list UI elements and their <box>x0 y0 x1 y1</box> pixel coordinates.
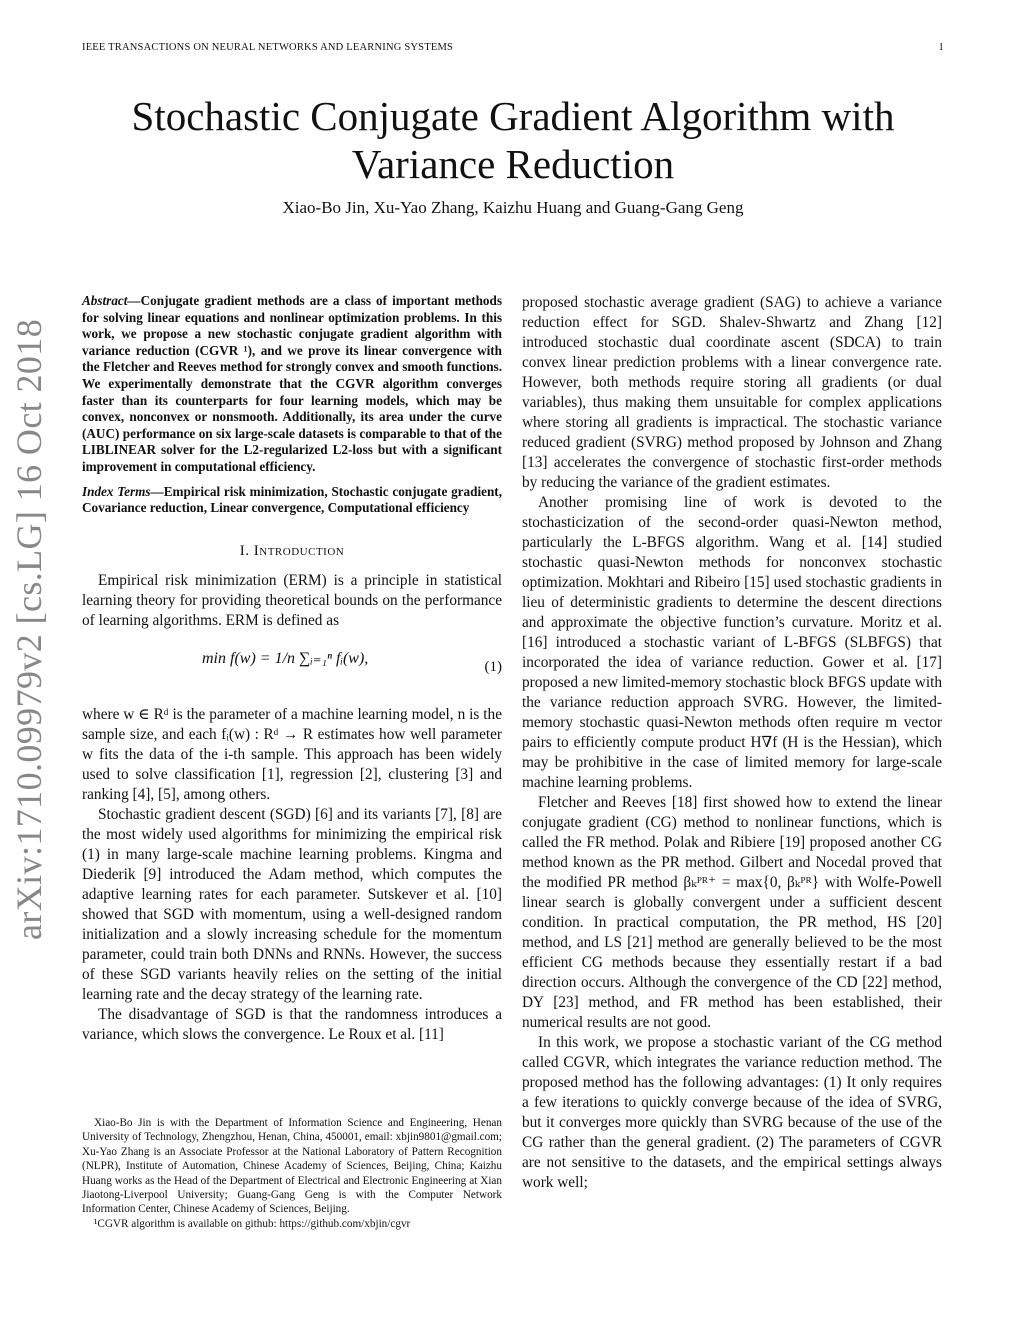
paragraph: proposed stochastic average gradient (SAG) to achieve a variance reduction effect for SGD. Shalev-Shwartz and Zhang [12] introduced stochastic dual coordinate ascent (SDCA) to train convex linear prediction problems with a linear convergence rate. However, both methods require storing all gradients (or dual variables), thus making them unsuitable for complex applications where storing all gradients is impractical. The stochastic variance reduced gradient (SVRG) method proposed by Johnson and Zhang [13] accelerates the convergence of stochastic first-order methods by reducing the variance of the gradient estimates. <box>522 294 942 491</box>
footnotes <box>82 1116 502 1231</box>
paragraph: Empirical risk minimization (ERM) is a principle in statistical learning theory for providing theoretical bounds on the performance of learning algorithms. ERM is defined as <box>82 571 502 629</box>
arxiv-identifier: arXiv:1710.09979v2 [cs.LG] 16 Oct 2018 <box>9 318 49 940</box>
section-heading: I. Introduction <box>239 542 345 559</box>
abstract-text: Conjugate gradient methods are a class of important methods for solving linear equations and nonlinear optimization problems. In this work, we propose a new stochastic conjugate gradient algorithm with variance reduction (CGVR ¹), and we prove its linear convergence with the Fletcher and Reeves method for strongly convex and smooth functions. We experimentally demonstrate that the CGVR algorithm converges faster than its counterparts for four learning models, which may be convex, nonconvex or nonsmooth. Additionally, its area under the curve (AUC) performance on six large-scale datasets is comparable to that of the LIBLINEAR solver for the L2-regularized L2-loss but with a significant improvement in computational efficiency. <box>82 293 502 474</box>
journal-name: IEEE TRANSACTIONS ON NEURAL NETWORKS AND LEARNING SYSTEMS <box>82 42 454 53</box>
page-number: 1 <box>938 42 944 53</box>
affiliation-footnote: Xiao-Bo Jin is with the Department of Information Science and Engineering, Henan University of Technology, Zhengzhou, Henan, China, 450001, email: xbjin9801@gmail.com; Xu-Yao Zhang is an Associate Professor at the National Laboratory of Pattern Recognition (NLPR), Institute of Automation, Chinese Academy of Sciences, Beijing, China; Kaizhu Huang works as the Head of the Department of Electrical and Electronic Engineering at Xian Jiaotong-Liverpool University; Guang-Gang Geng is with the Computer Network Information Center, Chinese Academy of Sciences, Beijing. <box>82 1117 502 1216</box>
paragraph: where w ∈ Rᵈ is the parameter of a machine learning model, n is the sample size, and each fᵢ(w) : Rᵈ → R estimates how well parameter w fits the data of the i-th sample. This approach has been widely used to solve classification [1], regression [2], clustering [3] and ranking [4], [5], among others. <box>82 705 502 803</box>
paragraph: Stochastic gradient descent (SGD) [6] and its variants [7], [8] are the most widely used algorithms for minimizing the empirical risk (1) in many large-scale machine learning problems. Kingma and Diederik [9] introduced the Adam method, which computes the adaptive learning rates for each parameter. Sutskever et al. [10] showed that SGD with momentum, using a well-designed random initialization and a slowly increasing schedule for the momentum parameter, could train both DNNs and RNNs. However, the success of these SGD variants heavily relies on the setting of the initial learning rate and the decay strategy of the learning rate. <box>82 805 502 1003</box>
abstract <box>82 293 502 476</box>
index-terms <box>82 484 502 517</box>
running-header <box>82 42 944 53</box>
equation-number: (1) <box>484 658 502 675</box>
left-column <box>82 293 502 1045</box>
paragraph: Another promising line of work is devoted to the stochasticization of the second-order quasi-Newton method, particularly the L-BFGS algorithm. Wang et al. [14] studied stochastic quasi-Newton methods for nonconvex stochastic optimization. Mokhtari and Ribeiro [15] used stochastic gradients in lieu of deterministic gradients to determine the descent directions and approximate the objective function’s curvature. Moritz et al. [16] introduced a stochastic variant of L-BFGS (SLBFGS) that incorporated the idea of variance reduction. Gower et al. [17] proposed a new limited-memory stochastic block BFGS update with the variance reduction approach SVRG. However, the limited-memory stochastic quasi-Newton methods often require m vector pairs to efficiently compute product H∇f (H is the Hessian), which may be prohibitive in the case of limited memory for large-scale machine learning problems. <box>522 494 942 791</box>
paragraph: The disadvantage of SGD is that the randomness introduces a variance, which slows the convergence. Le Roux et al. [11] <box>82 1005 502 1043</box>
github-footnote: ¹CGVR algorithm is available on github: https://github.com/xbjin/cgvr <box>94 1217 411 1230</box>
paragraph: In this work, we propose a stochastic variant of the CG method called CGVR, which integrates the variance reduction method. The proposed method has the following advantages: (1) It only requires a few iterations to quickly converge because of the idea of SVRG, but it converges more quickly than SVRG because of the use of the CG rather than the general gradient. (2) The parameters of CGVR are not sensitive to the datasets, and the empirical settings always work well; <box>522 1034 942 1191</box>
abstract-label: Abstract— <box>82 293 141 308</box>
right-column <box>522 293 942 1193</box>
index-terms-label: Index Terms— <box>82 483 164 499</box>
index-terms-text: Empirical risk minimization, Stochastic conjugate gradient, Covariance reduction, Linear convergence, Computational efficiency <box>82 483 502 516</box>
paper-title: Stochastic Conjugate Gradient Algorithm with Variance Reduction <box>131 93 895 187</box>
paragraph: Fletcher and Reeves [18] first showed how to extend the linear conjugate gradient (CG) method to nonlinear functions, which is called the FR method. Polak and Ribiere [19] proposed another CG method known as the PR method. Gilbert and Nocedal proved that the modified PR method βₖᴾᴿ⁺ = max{0, βₖᴾᴿ} with Wolfe-Powell linear search is globally convergent under a sufficient descent condition. In practical computation, the PR method, HS [20] method, and LS [21] method are generally believed to be the most efficient CG methods because they essentially restart if a bad direction occurs. Although the convergence of the CD [22] method, DY [23] method, and FR method has been established, their numerical results are not good. <box>522 794 942 1031</box>
equation-text: min f(w) = 1/n ∑ᵢ₌₁ⁿ fᵢ(w), <box>202 649 369 667</box>
equation-1 <box>82 637 502 701</box>
author-list: Xiao-Bo Jin, Xu-Yao Zhang, Kaizhu Huang and Guang-Gang Geng <box>282 198 744 217</box>
